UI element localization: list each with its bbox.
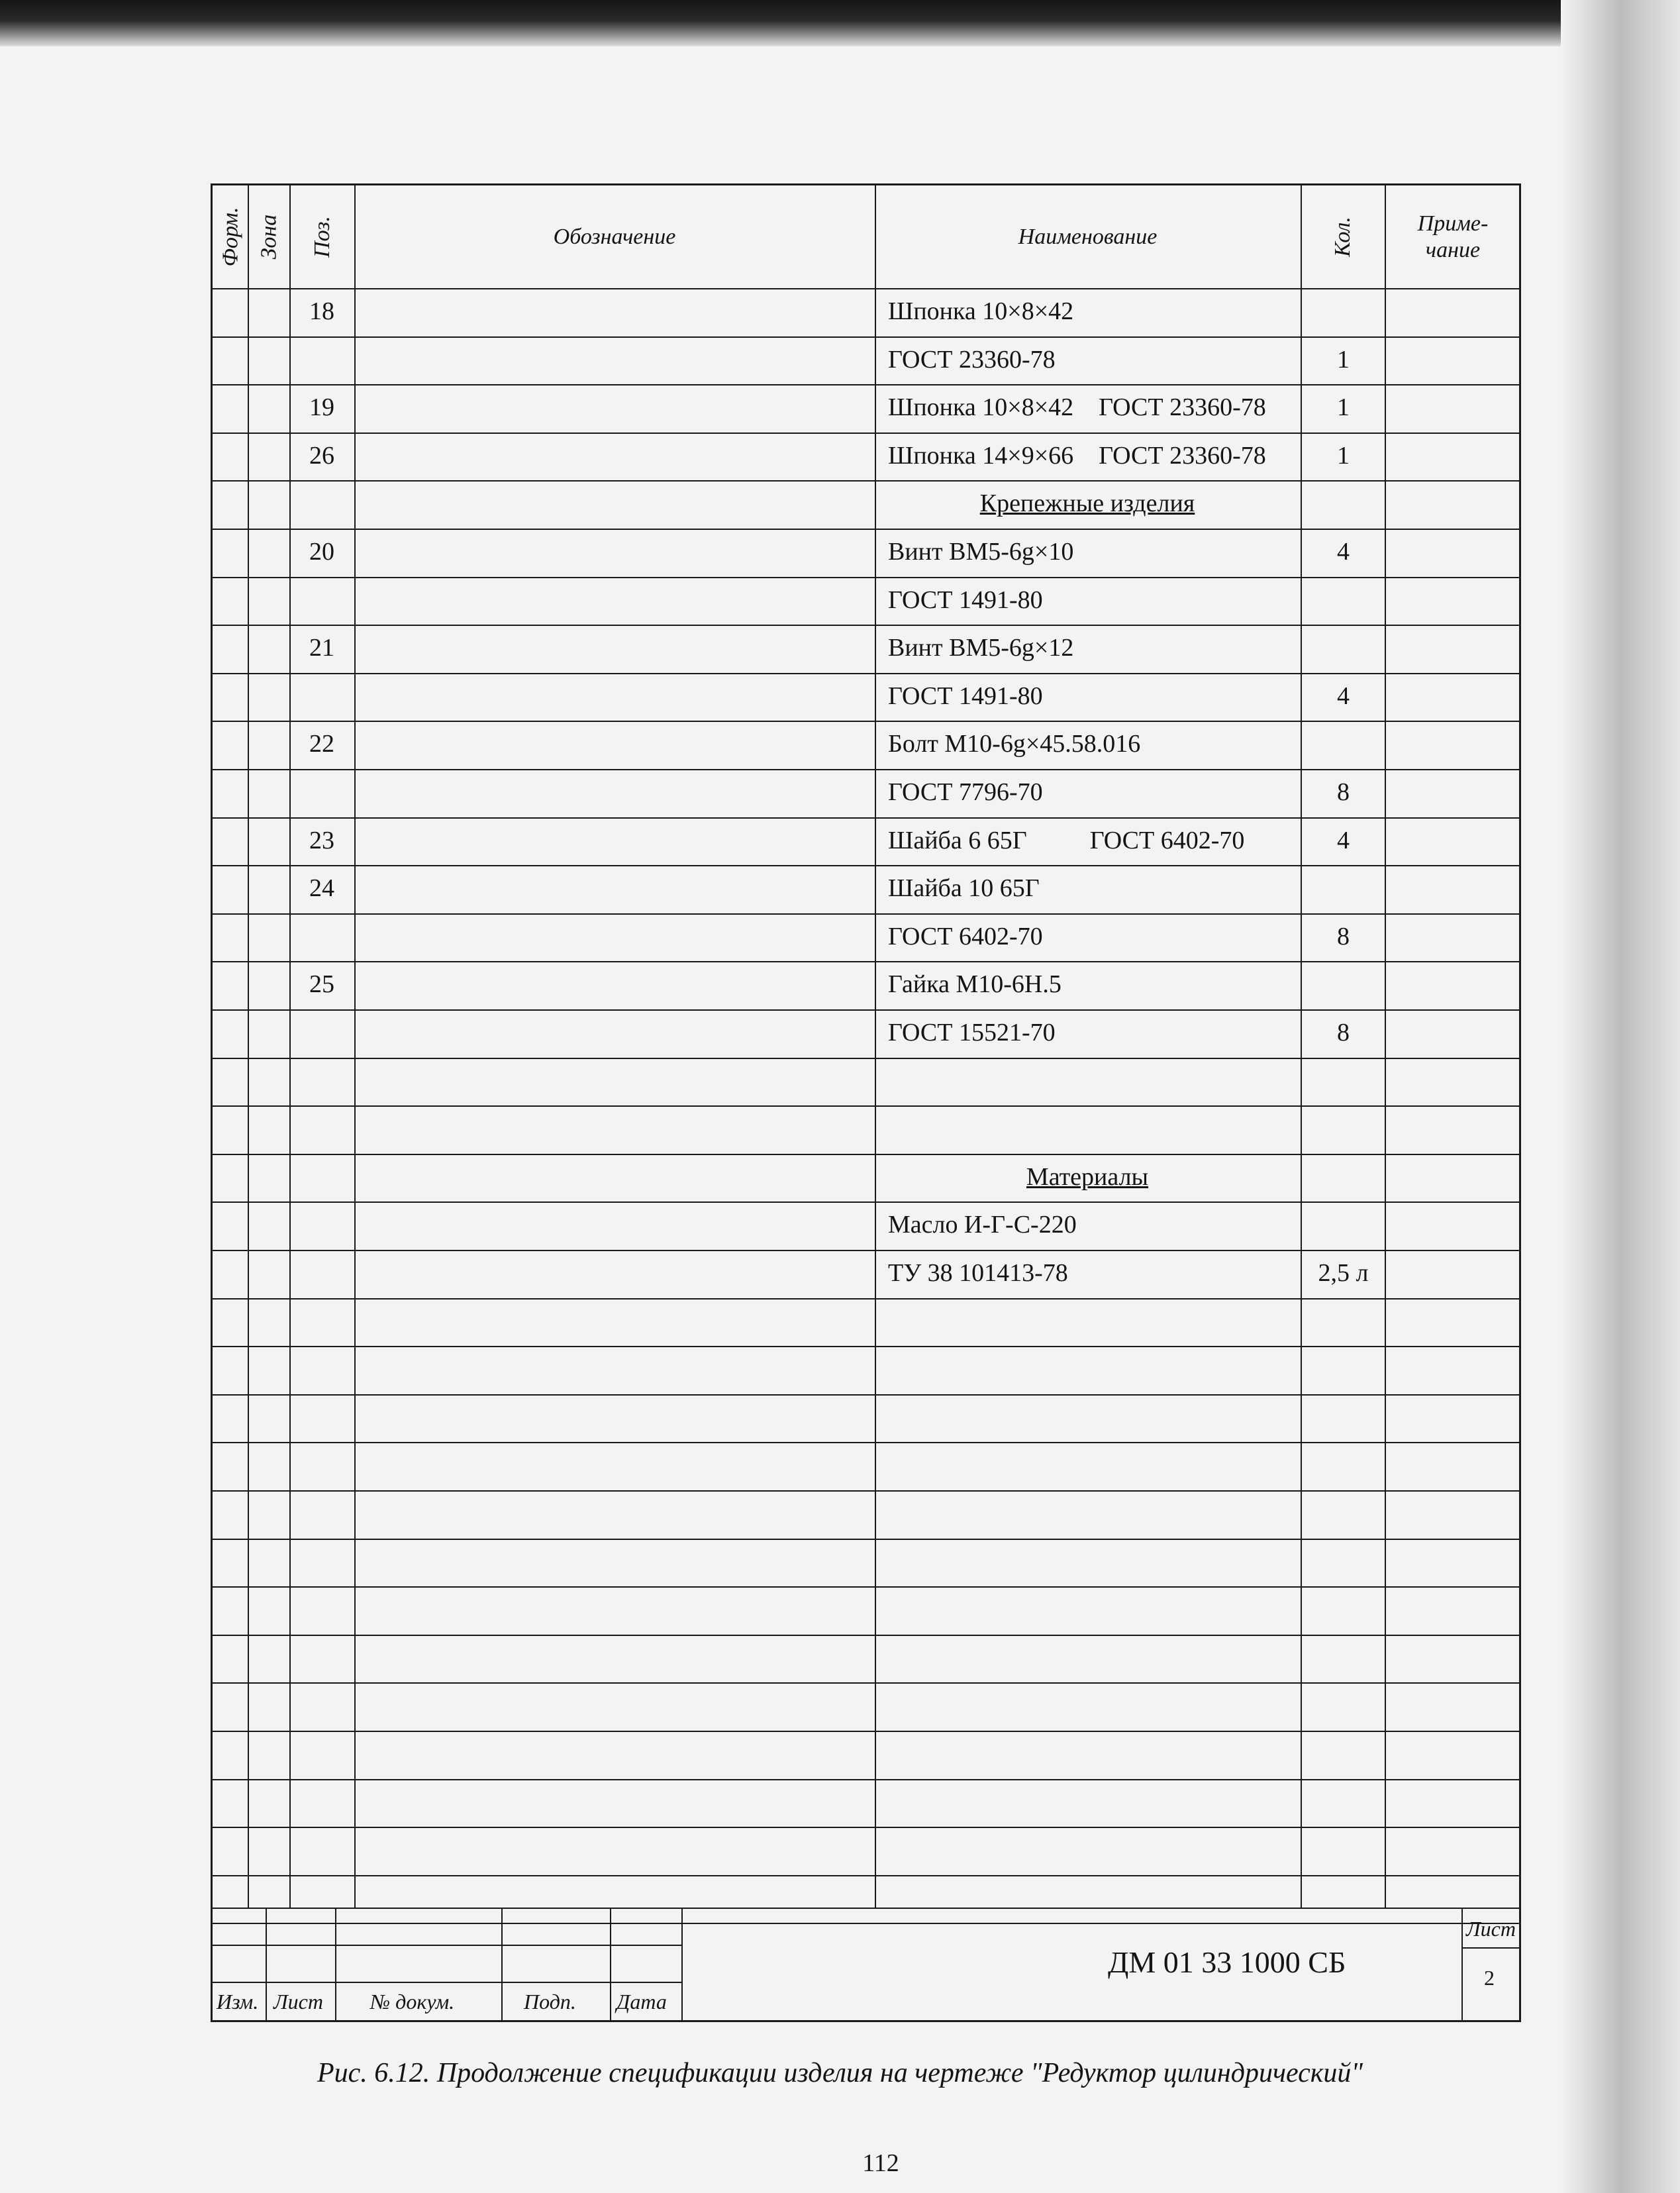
quantity-cell: 8: [1337, 778, 1350, 806]
grid-line: [610, 1908, 611, 2020]
row-divider: [213, 1394, 1519, 1396]
stamp-label-izm: Изм.: [217, 1990, 259, 2014]
name-cell: Болт М10-6g×45.58.016: [888, 730, 1141, 758]
position-cell: 24: [309, 874, 334, 903]
page-binding-shadow: [1561, 0, 1680, 2193]
stamp-label-list: Лист: [273, 1990, 323, 2014]
row-divider: [213, 1009, 1519, 1011]
quantity-cell: 4: [1337, 826, 1350, 854]
row-divider: [213, 1298, 1519, 1300]
document-code: ДМ 01 33 1000 СБ: [1108, 1945, 1346, 1979]
name-cell: ГОСТ 15521-70: [888, 1019, 1056, 1046]
quantity-cell: 1: [1337, 393, 1350, 422]
name-cell: Шпонка 10×8×42: [888, 297, 1074, 325]
row-divider: [213, 384, 1519, 385]
grid-line: [248, 185, 249, 1908]
section-heading: Материалы: [1026, 1162, 1149, 1191]
name-cell: ГОСТ 7796-70: [888, 778, 1043, 806]
quantity-cell: 8: [1337, 1019, 1350, 1046]
specification-sheet: [211, 183, 1521, 2022]
row-divider: [213, 865, 1519, 866]
name-cell: ГОСТ 23360-78: [888, 345, 1056, 374]
grid-line: [1461, 1908, 1463, 2020]
row-divider: [213, 480, 1519, 482]
row-divider: [213, 577, 1519, 578]
header-zone: Зона: [256, 214, 281, 260]
position-cell: 25: [309, 970, 334, 999]
row-divider: [213, 1058, 1519, 1059]
name-cell: ГОСТ 6402-70: [888, 922, 1043, 950]
row-divider: [213, 1105, 1519, 1107]
position-cell: 20: [309, 538, 334, 566]
quantity-cell: 1: [1337, 441, 1350, 470]
grid-line: [266, 1908, 267, 2020]
name-cell: Винт ВМ5-6g×10: [888, 538, 1074, 566]
name-cell: ГОСТ 1491-80: [888, 586, 1043, 614]
row-divider: [213, 1250, 1519, 1251]
row-divider: [213, 673, 1519, 674]
row-divider: [213, 1779, 1519, 1780]
name-cell: ТУ 38 101413-78: [888, 1259, 1068, 1287]
row-divider: [213, 1442, 1519, 1443]
name-cell: Шпонка 14×9×66 ГОСТ 23360-78: [888, 441, 1266, 470]
grid-line: [335, 1908, 336, 2020]
grid-line: [501, 1908, 503, 2020]
name-cell: Шайба 10 65Г: [888, 874, 1040, 903]
row-divider: [213, 336, 1519, 338]
header-pos: Поз.: [309, 216, 334, 258]
position-cell: 23: [309, 826, 334, 854]
figure-caption: Рис. 6.12. Продолжение спецификации изделия на чертеже "Редуктор цилиндрический": [317, 2058, 1363, 2088]
position-cell: 22: [309, 730, 334, 758]
row-divider: [213, 529, 1519, 530]
stamp-label-sign: Подп.: [524, 1990, 576, 2014]
row-divider: [213, 433, 1519, 434]
grid-line: [213, 1908, 1519, 1909]
stamp-label-doc: № докум.: [370, 1990, 455, 2014]
row-divider: [213, 288, 1519, 289]
row-divider: [213, 1539, 1519, 1540]
specification-table: [213, 185, 1519, 1908]
grid-line: [1461, 1947, 1521, 1949]
row-divider: [213, 1490, 1519, 1492]
page-top-shadow: [0, 0, 1680, 46]
row-divider: [213, 1586, 1519, 1588]
name-cell: Гайка М10-6Н.5: [888, 970, 1062, 999]
row-divider: [213, 1827, 1519, 1828]
row-divider: [213, 1731, 1519, 1732]
quantity-cell: 4: [1337, 682, 1350, 710]
grid-line: [875, 185, 876, 1908]
row-divider: [213, 721, 1519, 722]
section-heading: Крепежные изделия: [979, 489, 1195, 518]
header-name: Наименование: [1018, 224, 1158, 249]
stamp-label-date: Дата: [617, 1990, 667, 2014]
header-qty: Кол.: [1330, 217, 1355, 257]
row-divider: [213, 913, 1519, 915]
position-cell: 26: [309, 441, 334, 470]
position-cell: 19: [309, 393, 334, 422]
name-cell: Винт ВМ5-6g×12: [888, 634, 1074, 662]
grid-line: [681, 1908, 683, 2020]
row-divider: [213, 1154, 1519, 1155]
header-form: Форм.: [217, 207, 242, 267]
quantity-cell: 8: [1337, 922, 1350, 950]
row-divider: [213, 1875, 1519, 1876]
quantity-cell: 4: [1337, 538, 1350, 566]
row-divider: [213, 817, 1519, 819]
row-divider: [213, 769, 1519, 770]
sheet-label: Лист: [1466, 1917, 1516, 1941]
name-cell: Шайба 6 65Г ГОСТ 6402-70: [888, 826, 1245, 854]
position-cell: 18: [309, 297, 334, 325]
row-divider: [213, 961, 1519, 962]
header-designation: Обозначение: [553, 224, 676, 249]
row-divider: [213, 1682, 1519, 1684]
quantity-cell: 2,5 л: [1318, 1259, 1369, 1287]
row-divider: [213, 1635, 1519, 1636]
page-number: 112: [862, 2149, 899, 2177]
quantity-cell: 1: [1337, 345, 1350, 374]
grid-line: [1385, 185, 1386, 1908]
name-cell: ГОСТ 1491-80: [888, 682, 1043, 710]
row-divider: [213, 625, 1519, 626]
grid-line: [354, 185, 356, 1908]
row-divider: [213, 1201, 1519, 1203]
sheet-number: 2: [1484, 1966, 1495, 1990]
name-cell: Масло И-Г-С-220: [888, 1211, 1077, 1239]
header-note: Приме- чание: [1417, 211, 1489, 262]
name-cell: Шпонка 10×8×42 ГОСТ 23360-78: [888, 393, 1266, 422]
row-divider: [213, 1346, 1519, 1347]
title-block: [213, 1908, 1519, 2020]
position-cell: 21: [309, 634, 334, 662]
